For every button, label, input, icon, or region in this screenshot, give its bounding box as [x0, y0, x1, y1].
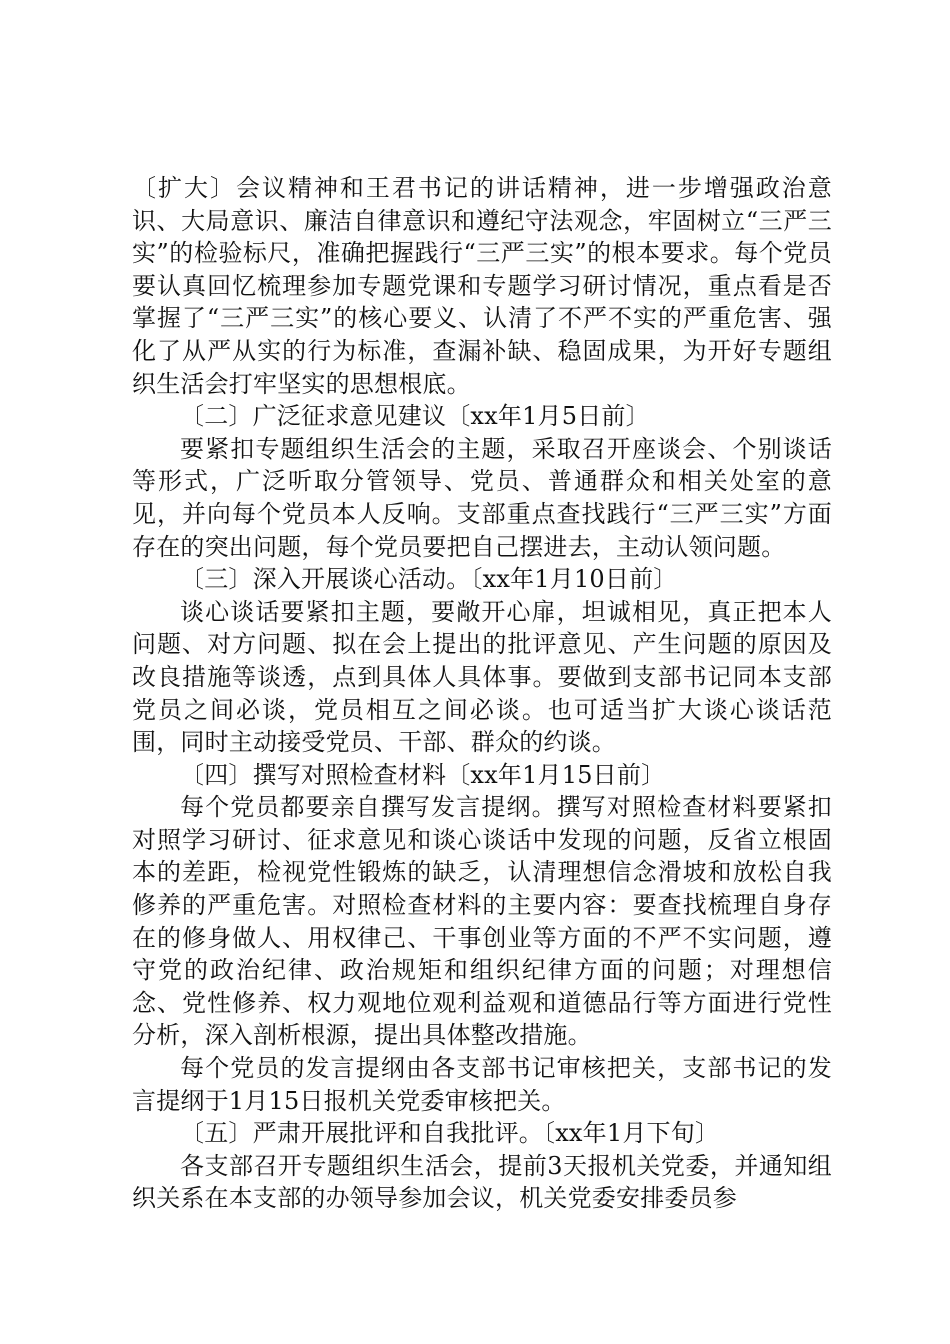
paragraph-3: 谈心谈话要紧扣主题，要敞开心扉，坦诚相见，真正把本人问题、对方问题、拟在会上提出的批评意见、产生问题的原因及改良措施等谈透，点到具体人具体事。要做到支部书记同本支部党员之间必谈，党员相互之间必谈。也可适当扩大谈心谈话范围，同时主动接受党员、干部、群众的约谈。: [132, 597, 832, 757]
paragraph-4b: 每个党员的发言提纲由各支部书记审核把关，支部书记的发言提纲于1月15日报机关党委审核把关。: [132, 1054, 832, 1115]
paragraph-4: 每个党员都要亲自撰写发言提纲。撰写对照检查材料要紧扣对照学习研讨、征求意见和谈心谈话中发现的问题，反省立根固本的差距，检视党性锻炼的缺乏，认清理想信念滑坡和放松自我修养的严重危害。对照检查材料的主要内容：要查找梳理自身存在的修身做人、用权律己、干事创业等方面的不严不实问题，遵守党的政治纪律、政治规矩和组织纪律方面的问题；对理想信念、党性修养、权力观地位观利益观和道德品行等方面进行党性分析，深入剖析根源，提出具体整改措施。: [132, 793, 832, 1050]
paragraph-5: 各支部召开专题组织生活会，提前3天报机关党委，并通知组织关系在本支部的办领导参加会议，机关党委安排委员参: [132, 1151, 832, 1213]
paragraph-2: 要紧扣专题组织生活会的主题，采取召开座谈会、个别谈话等形式，广泛听取分管领导、党员、普通群众和相关处室的意见，并向每个党员本人反响。支部重点查找践行“三严三实”方面存在的突出问题，每个党员要把自己摆进去，主动认领问题。: [132, 434, 832, 561]
section-heading-5: 〔五〕严肃开展批评和自我批评。〔xx年1月下旬〕: [180, 1119, 720, 1148]
paragraph-continuation: 〔扩大〕会议精神和王君书记的讲话精神，进一步增强政治意识、大局意识、廉洁自律意识和遵纪守法观念，牢固树立“三严三实”的检验标尺，准确把握践行“三严三实”的根本要求。每个党员要认真回忆梳理参加专题党课和专题学习研讨情况，重点看是否掌握了“三严三实”的核心要义、认清了不严不实的严重危害、强化了从严从实的行为标准，查漏补缺、稳固成果，为开好专题组织生活会打牢坚实的思想根底。: [132, 174, 832, 398]
section-heading-3: 〔三〕深入开展谈心活动。〔xx年1月10日前〕: [180, 565, 678, 594]
section-heading-2: 〔二〕广泛征求意见建议〔xx年1月5日前〕: [180, 402, 650, 431]
document-body: [132, 172, 832, 1215]
section-heading-4: 〔四〕撰写对照检查材料〔xx年1月15日前〕: [180, 760, 666, 789]
